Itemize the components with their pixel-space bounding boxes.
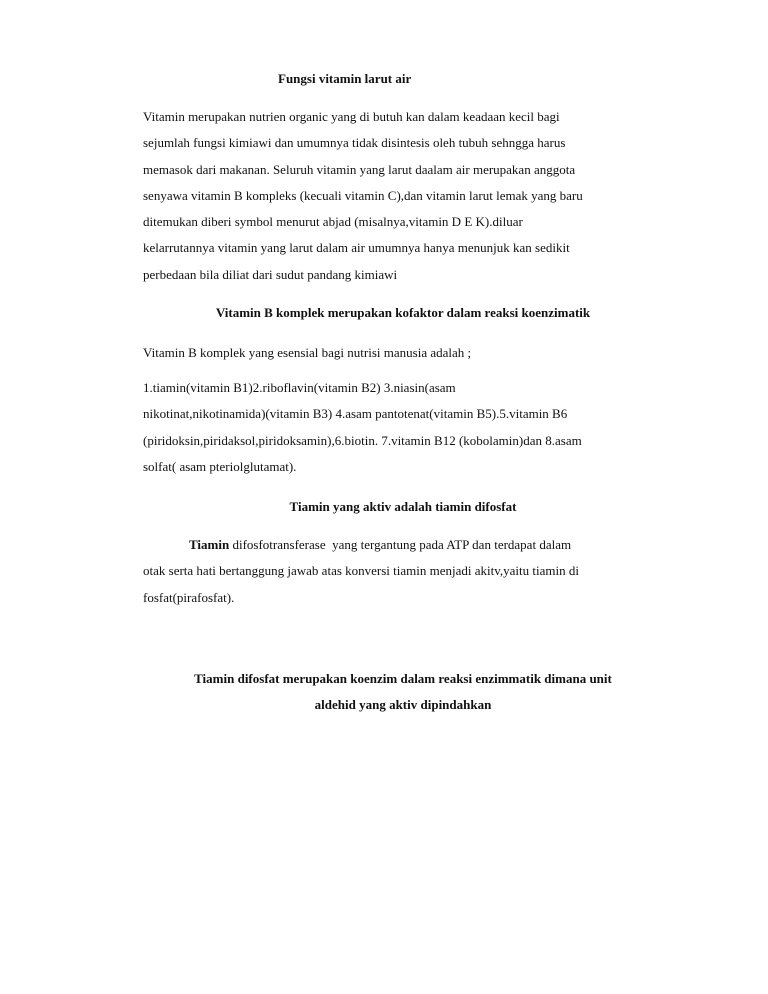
b-complex-list-line: 1.tiamin(vitamin B1)2.riboflavin(vitamin B2) 3.niasin(asam <box>143 380 456 395</box>
intro-line: kelarrutannya vitamin yang larut dalam air umumnya hanya menunjuk kan sedikit <box>143 240 570 256</box>
tiamin-line: otak serta hati bertanggung jawab atas konversi tiamin menjadi akitv,yaitu tiamin di <box>143 563 579 579</box>
tiamin-line-rest: difosfotransferase yang tergantung pada ATP dan terdapat dalam <box>229 537 572 552</box>
intro-line: ditemukan diberi symbol menurut abjad (misalnya,vitamin D E K).diluar <box>143 214 523 230</box>
heading-tiamin: Tiamin yang aktiv adalah tiamin difosfat <box>289 499 517 514</box>
intro-line: perbedaan bila diliat dari sudut pandang kimiawi <box>143 266 398 282</box>
intro-line: memasok dari makanan. Seluruh vitamin yang larut daalam air merupakan anggota <box>143 161 576 177</box>
intro-paragraph <box>143 104 663 288</box>
intro-line: Vitamin merupakan nutrien organic yang di butuh kan dalam keadaan kecil bagi <box>143 109 560 124</box>
b-complex-list <box>143 375 663 480</box>
b-complex-intro: Vitamin B komplek yang esensial bagi nutrisi manusia adalah ; <box>143 345 472 360</box>
tiamin-paragraph <box>143 532 663 611</box>
tiamin-line: fosfat(pirafosfat). <box>143 589 235 605</box>
tiamin-line <box>143 532 663 558</box>
b-complex-list-line: (piridoksin,piridaksol,piridoksamin),6.biotin. 7.vitamin B12 (kobolamin)dan 8.asam <box>143 432 582 448</box>
b-complex-list-line: nikotinat,nikotinamida)(vitamin B3) 4.asam pantotenat(vitamin B5).5.vitamin B6 <box>143 406 568 422</box>
b-complex-list-line: solfat( asam pteriolglutamat). <box>143 458 297 474</box>
heading-final <box>143 666 663 718</box>
heading-b-complex: Vitamin B komplek merupakan kofaktor dalam reaksi koenzimatik <box>215 305 591 320</box>
tiamin-bold-word: Tiamin <box>189 537 230 552</box>
intro-line: sejumlah fungsi kimiawi dan umumnya tidak disintesis oleh tubuh sehngga harus <box>143 135 566 151</box>
heading-final-line: aldehid yang aktiv dipindahkan <box>314 697 492 712</box>
intro-line: senyawa vitamin B kompleks (kecuali vitamin C),dan vitamin larut lemak yang baru <box>143 187 583 203</box>
heading-final-line: Tiamin difosfat merupakan koenzim dalam reaksi enzimmatik dimana unit <box>194 671 612 686</box>
document-title: Fungsi vitamin larut air <box>278 71 412 86</box>
